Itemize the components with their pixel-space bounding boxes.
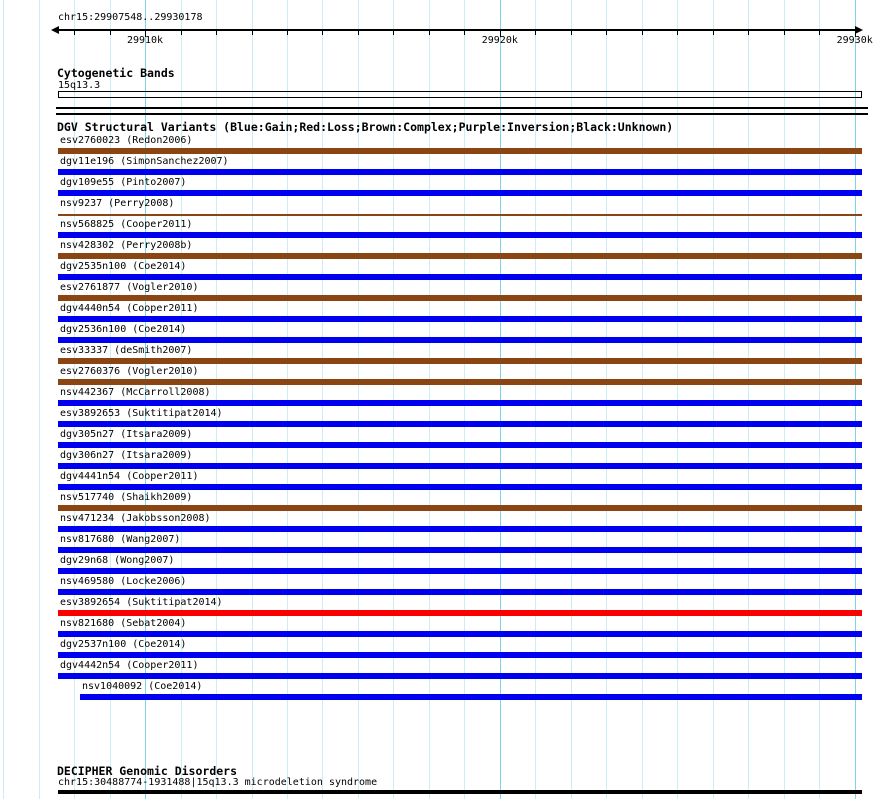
ruler-tick	[606, 29, 607, 35]
variant-label[interactable]: esv3892653 (Suktitipat2014)	[60, 408, 223, 419]
variant-bar[interactable]	[58, 148, 862, 154]
variant-bar[interactable]	[58, 589, 862, 595]
variant-label[interactable]: dgv2537n100 (Coe2014)	[60, 639, 187, 650]
variant-label[interactable]: dgv305n27 (Itsara2009)	[60, 429, 193, 440]
variant-label[interactable]: dgv29n68 (Wong2007)	[60, 555, 175, 566]
section-divider	[56, 107, 868, 115]
ruler-tick	[74, 29, 75, 35]
variant-bar[interactable]	[58, 400, 862, 406]
variant-label[interactable]: nsv821680 (Sebat2004)	[60, 618, 187, 629]
variant-bar[interactable]	[58, 652, 862, 658]
variant-label[interactable]: dgv4440n54 (Cooper2011)	[60, 303, 199, 314]
variant-label[interactable]: esv33337 (deSmith2007)	[60, 345, 193, 356]
ruler-tick	[322, 29, 323, 35]
variant-label[interactable]: dgv2535n100 (Coe2014)	[60, 261, 187, 272]
ruler-tick	[358, 29, 359, 35]
ruler-tick	[571, 29, 572, 35]
variant-bar[interactable]	[58, 169, 862, 175]
decipher-variant-bar[interactable]	[58, 790, 862, 794]
variant-label[interactable]: nsv517740 (Shaikh2009)	[60, 492, 193, 503]
variant-bar[interactable]	[58, 295, 862, 301]
ruler-tick	[642, 29, 643, 35]
variant-bar[interactable]	[58, 358, 862, 364]
dgv-section-title: DGV Structural Variants (Blue:Gain;Red:Loss;Brown:Complex;Purple:Inversion;Black:Unknown)	[57, 120, 674, 134]
ruler-tick-label: 29910k	[126, 35, 164, 46]
ruler-tick	[252, 29, 253, 35]
ruler-tick	[819, 29, 820, 35]
variant-bar[interactable]	[58, 337, 862, 343]
variant-label[interactable]: dgv306n27 (Itsara2009)	[60, 450, 193, 461]
variant-label[interactable]: nsv1040092 (Coe2014)	[82, 681, 203, 692]
variant-bar[interactable]	[58, 214, 862, 216]
gridline-minor	[39, 0, 40, 799]
variant-label[interactable]: nsv469580 (Locke2006)	[60, 576, 187, 587]
variant-label[interactable]: dgv4442n54 (Cooper2011)	[60, 660, 199, 671]
ruler-tick	[429, 29, 430, 35]
ruler-tick-label: 29930k	[836, 35, 873, 46]
ruler-tick	[535, 29, 536, 35]
variant-bar[interactable]	[58, 253, 862, 259]
variant-label[interactable]: dgv109e55 (Pinto2007)	[60, 177, 187, 188]
variant-label[interactable]: dgv11e196 (SimonSanchez2007)	[60, 156, 229, 167]
variant-bar[interactable]	[58, 421, 862, 427]
variant-label[interactable]: dgv4441n54 (Cooper2011)	[60, 471, 199, 482]
variant-label[interactable]: nsv817680 (Wang2007)	[60, 534, 181, 545]
variant-bar[interactable]	[58, 232, 862, 238]
variant-bar[interactable]	[58, 463, 862, 469]
variant-bar[interactable]	[80, 694, 862, 700]
variant-bar[interactable]	[58, 547, 862, 553]
variant-label[interactable]: dgv2536n100 (Coe2014)	[60, 324, 187, 335]
variant-bar[interactable]	[58, 442, 862, 448]
variant-label[interactable]: esv3892654 (Suktitipat2014)	[60, 597, 223, 608]
ruler-tick	[784, 29, 785, 35]
variant-label[interactable]: nsv471234 (Jakobsson2008)	[60, 513, 211, 524]
variant-label[interactable]: nsv428302 (Perry2008b)	[60, 240, 193, 251]
ruler-tick	[287, 29, 288, 35]
ruler-tick	[713, 29, 714, 35]
variant-bar[interactable]	[58, 631, 862, 637]
ruler-tick	[110, 29, 111, 35]
variant-bar[interactable]	[58, 568, 862, 574]
ruler-tick	[464, 29, 465, 35]
ruler-tick	[748, 29, 749, 35]
gridline-minor	[3, 0, 4, 799]
decipher-title: DECIPHER Genomic Disorders	[57, 764, 238, 778]
cytogenetic-bands-title: Cytogenetic Bands	[57, 66, 175, 80]
variant-label[interactable]: nsv568825 (Cooper2011)	[60, 219, 193, 230]
ruler-tick	[181, 29, 182, 35]
variant-bar[interactable]	[58, 673, 862, 679]
variant-label[interactable]: nsv9237 (Perry2008)	[60, 198, 175, 209]
variant-bar[interactable]	[58, 484, 862, 490]
ruler-tick	[393, 29, 394, 35]
variant-bar[interactable]	[58, 526, 862, 532]
variant-bar[interactable]	[58, 190, 862, 196]
variant-bar[interactable]	[58, 274, 862, 280]
decipher-entry-label[interactable]: chr15:30488774-1931488|15q13.3 microdeletion syndrome	[58, 777, 378, 788]
variant-label[interactable]: esv2760376 (Vogler2010)	[60, 366, 199, 377]
ruler-tick-label: 29920k	[481, 35, 518, 46]
cytoband-label[interactable]: 15q13.3	[58, 80, 101, 91]
position-label: chr15:29907548..29930178	[58, 12, 203, 23]
cytoband-bar[interactable]	[58, 91, 862, 98]
ruler-line	[58, 29, 856, 31]
variant-bar[interactable]	[58, 379, 862, 385]
variant-bar[interactable]	[58, 610, 862, 616]
ruler-tick	[216, 29, 217, 35]
variant-label[interactable]: esv2761877 (Vogler2010)	[60, 282, 199, 293]
ruler-left-arrow-icon	[51, 26, 59, 34]
variant-bar[interactable]	[58, 316, 862, 322]
ruler-tick	[677, 29, 678, 35]
variant-label[interactable]: esv2760023 (Redon2006)	[60, 135, 193, 146]
ruler-right-arrow-icon	[855, 26, 863, 34]
variant-bar[interactable]	[58, 505, 862, 511]
variant-label[interactable]: nsv442367 (McCarroll2008)	[60, 387, 211, 398]
